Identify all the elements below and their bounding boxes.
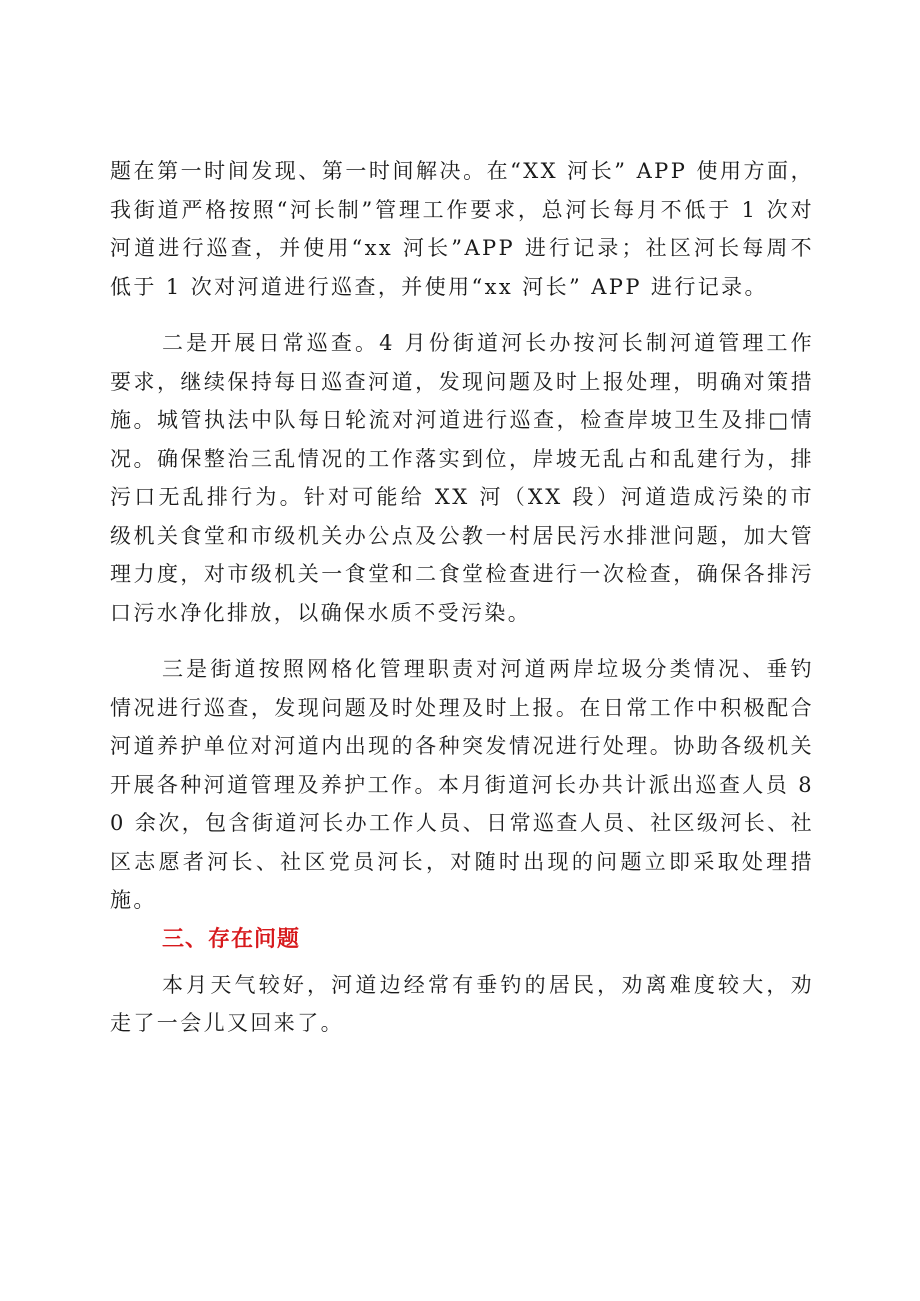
paragraph-spacer xyxy=(110,306,814,324)
paragraph-spacer xyxy=(110,632,814,650)
section-heading-existing-problems: 三、存在问题 xyxy=(162,926,301,952)
paragraph-continuation: 题在第一时间发现、第一时间解决。在“XX 河长” APP 使用方面，我街道严格按照“河长制”管理工作要求，总河长每月不低于 1 次对河道进行巡查，并使用“xx 河长”APP 进行记录；社区河长每周不低于 1 次对河道进行巡查，并使用“xx 河长” APP 进行记录。 xyxy=(110,159,814,299)
paragraph-daily-patrol: 二是开展日常巡查。4 月份街道河长办按河长制河道管理工作要求，继续保持每日巡查河道，发现问题及时上报处理，明确对策措施。城管执法中队每日轮流对河道进行巡查，检查岸坡卫生及排□情况。确保整治三乱情况的工作落实到位，岸坡无乱占和乱建行为，排污口无乱排行为。针对可能给 XX 河（XX 段）河道造成污染的市级机关食堂和市级机关办公点及公教一村居民污水排泄问题，加大管理力度，对市级机关一食堂和二食堂检查进行一次检查，确保各排污口污水净化排放，以确保水质不受污染。 xyxy=(110,331,814,625)
document-page xyxy=(110,152,814,1043)
paragraph-issues: 本月天气较好，河道边经常有垂钓的居民，劝离难度较大，劝走了一会儿又回来了。 xyxy=(110,972,814,1035)
paragraph-grid-patrol: 三是街道按照网格化管理职责对河道两岸垃圾分类情况、垂钓情况进行巡查，发现问题及时处理及时上报。在日常工作中积极配合河道养护单位对河道内出现的各种突发情况进行处理。协助各级机关开展各种河道管理及养护工作。本月街道河长办共计派出巡查人员 80 余次，包含街道河长办工作人员、日常巡查人员、社区级河长、社区志愿者河长、社区党员河长，对随时出现的问题立即采取处理措施。 xyxy=(110,657,814,912)
